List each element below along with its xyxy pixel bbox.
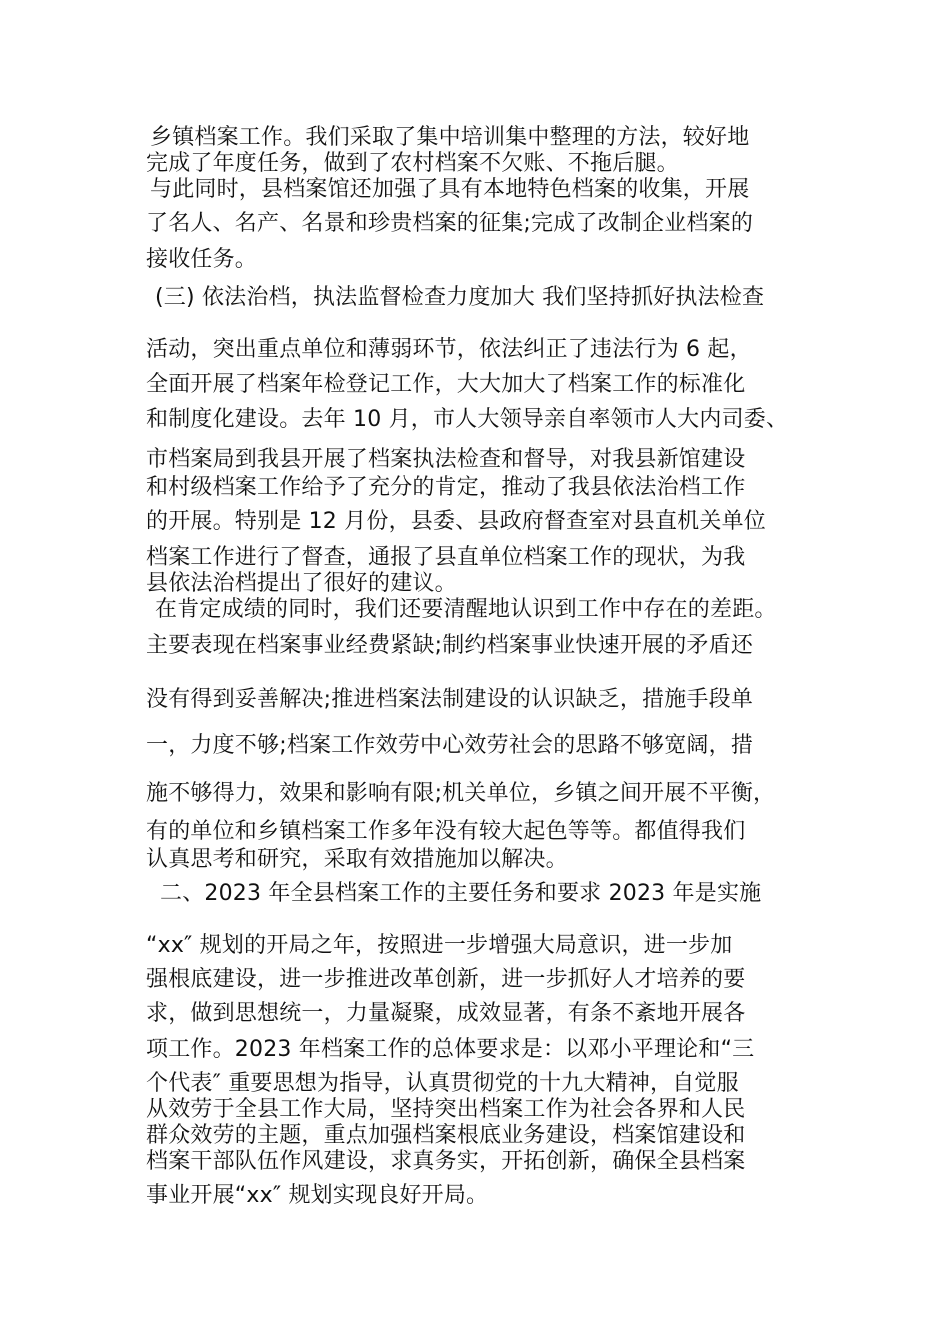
text-line: 档案干部队伍作风建设，求真务实，开拓创新，确保全县档案 [146,1149,746,1174]
text-line: 活动，突出重点单位和薄弱环节，依法纠正了违法行为 6 起， [146,337,752,362]
text-line: 乡镇档案工作。我们采取了集中培训集中整理的方法，较好地 [150,125,750,150]
text-line: 完成了年度任务，做到了农村档案不欠账、不拖后腿。 [146,151,679,176]
text-line: 个代表″ 重要思想为指导，认真贯彻党的十九大精神，自觉服 [146,1071,739,1096]
text-line: 求，做到思想统一，力量凝聚，成效显著，有条不紊地开展各 [146,1001,746,1026]
section-heading: (三) 依法治档，执法监督检查力度加大 我们坚持抓好执法检查 [155,285,765,310]
text-line: 没有得到妥善解决;推进档案法制建设的认识缺乏，措施手段单 [146,687,754,712]
text-line: 市档案局到我县开展了档案执法检查和督导，对我县新馆建设 [146,447,746,472]
text-line: 了名人、名产、名景和珍贵档案的征集;完成了改制企业档案的 [146,211,754,236]
text-line: 项工作。2023 年档案工作的总体要求是：以邓小平理论和“三 [146,1037,755,1062]
text-line: 档案工作进行了督查，通报了县直单位档案工作的现状，为我 [146,545,746,570]
text-line: 施不够得力，效果和影响有限;机关单位，乡镇之间开展不平衡， [146,781,776,806]
text-line: 强根底建设，进一步推进改革创新，进一步抓好人才培养的要 [146,967,746,992]
section-heading: 二、2023 年全县档案工作的主要任务和要求 2023 年是实施 [160,881,762,906]
text-line: “xx″ 规划的开局之年，按照进一步增强大局意识，进一步加 [146,933,733,958]
text-line: 有的单位和乡镇档案工作多年没有较大起色等等。都值得我们 [146,819,746,844]
text-line: 事业开展“xx″ 规划实现良好开局。 [146,1183,489,1208]
text-line: 从效劳于全县工作大局，坚持突出档案工作为社会各界和人民 [146,1097,746,1122]
text-line: 全面开展了档案年检登记工作，大大加大了档案工作的标准化 [146,372,746,397]
text-line: 与此同时，县档案馆还加强了具有本地特色档案的收集，开展 [150,177,750,202]
text-line: 和制度化建设。去年 10 月，市人大领导亲自率领市人大内司委、 [146,407,789,432]
text-line: 主要表现在档案事业经费紧缺;制约档案事业快速开展的矛盾还 [146,633,754,658]
text-line: 接收任务。 [146,247,258,272]
text-line: 在肯定成绩的同时，我们还要清醒地认识到工作中存在的差距。 [155,597,777,622]
text-line: 和村级档案工作给予了充分的肯定，推动了我县依法治档工作 [146,475,746,500]
text-line: 群众效劳的主题，重点加强档案根底业务建设，档案馆建设和 [146,1123,746,1148]
text-line: 的开展。特别是 12 月份，县委、县政府督查室对县直机关单位 [146,509,766,534]
text-line: 县依法治档提出了很好的建议。 [146,571,457,596]
text-line: 认真思考和研究，采取有效措施加以解决。 [146,847,568,872]
text-line: 一，力度不够;档案工作效劳中心效劳社会的思路不够宽阔，措 [146,733,754,758]
